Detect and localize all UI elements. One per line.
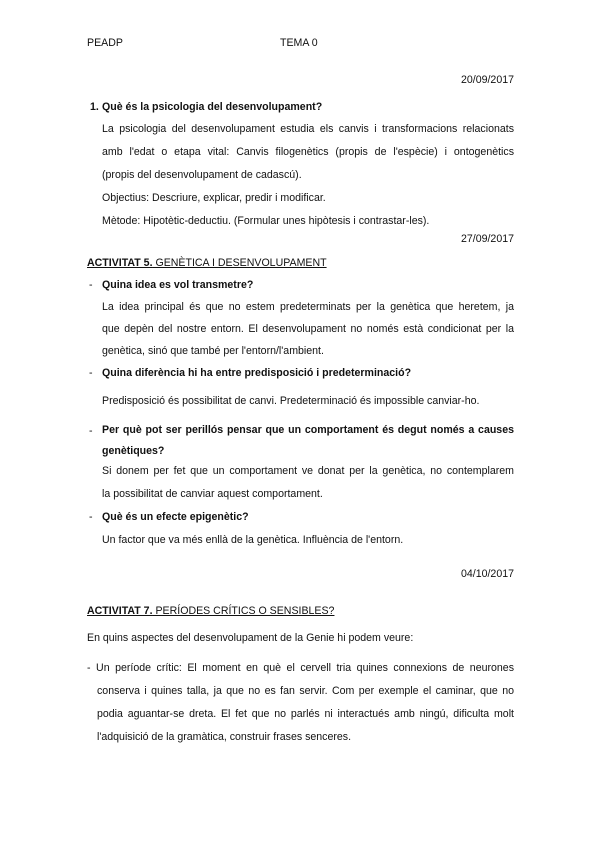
header-center: TEMA 0	[280, 37, 318, 49]
answer-3-line-1: Si donem per fet que un comportament ve donat per la genètica, no contemplarem	[102, 465, 514, 477]
question-3-line-1: Per què pot ser perillós pensar que un comportament és degut només a causes	[102, 424, 514, 436]
activitat5-heading	[87, 257, 327, 269]
question-3-line-2: genètiques?	[102, 445, 165, 457]
date-1: 20/09/2017	[460, 74, 514, 86]
answer-3-line-2: la possibilitat de canviar aquest comportament.	[102, 488, 323, 500]
activitat7-heading	[87, 605, 334, 617]
section1-line-1: La psicologia del desenvolupament estudia els canvis i transformacions relacionats	[102, 123, 514, 135]
answer-3	[102, 460, 514, 506]
question-4: Què és un efecte epigenètic?	[102, 511, 249, 523]
activitat7-line-3: podia aguantar-se dreta. El fet que no parlés ni interactués amb ningú, dificulta molt	[97, 708, 514, 720]
activitat7-item	[87, 657, 514, 749]
header-left: PEADP	[87, 37, 123, 49]
activitat7-line-4: l'adquisició de la gramàtica, construir frases senceres.	[97, 731, 352, 743]
answer-1-line-1: La idea principal és que no estem predeterminats per la genètica que heretem, ja	[102, 301, 514, 313]
bullet-dash: -	[89, 425, 93, 437]
bullet-dash: -	[89, 367, 93, 379]
section1-metode: Mètode: Hipotètic-deductiu. (Formular unes hipòtesis i contrastar-les).	[102, 215, 430, 227]
answer-4: Un factor que va més enllà de la genètica. Influència de l'entorn.	[102, 534, 404, 546]
activitat7-intro: En quins aspectes del desenvolupament de la Genie hi podem veure:	[87, 632, 414, 644]
answer-1-line-2: que depèn del nostre entorn. El desenvolupament no només està condicionat per la	[102, 323, 514, 335]
section1-body	[102, 118, 514, 233]
answer-1-line-3: genètica, sinó que també per l'entorn/l'ambient.	[102, 345, 324, 357]
section1-line-2: amb l'edat o etapa vital: Canvis filogenètics (propis de l'espècie) i ontogenètics	[102, 146, 514, 158]
section1-line-3: (propis del desenvolupament de cadascú).	[102, 169, 302, 181]
activitat7-title: PERÍODES CRÍTICS O SENSIBLES?	[152, 605, 335, 617]
activitat7-line-2: conserva i quines talla, ja que no es fan servir. Com per exemple el caminar, que no	[97, 685, 514, 697]
activitat7-label: ACTIVITAT 7.	[87, 605, 153, 617]
bullet-dash: -	[89, 511, 93, 523]
activitat5-label: ACTIVITAT 5.	[87, 257, 153, 269]
answer-2: Predisposició és possibilitat de canvi. Predeterminació és impossible canviar-ho.	[102, 395, 480, 407]
section1-title: Què és la psicologia del desenvolupament?	[102, 101, 323, 113]
answer-1	[102, 296, 514, 362]
section1-objectius: Objectius: Descriure, explicar, predir i modificar.	[102, 192, 326, 204]
question-3	[102, 420, 514, 462]
activitat5-title: GENÈTICA I DESENVOLUPAMENT	[152, 257, 327, 269]
date-2: 27/09/2017	[460, 233, 514, 245]
date-3: 04/10/2017	[460, 568, 514, 580]
activitat7-line-1: - Un període crític: El moment en què el cervell tria quines connexions de neurones	[87, 662, 514, 674]
question-1: Quina idea es vol transmetre?	[102, 279, 254, 291]
question-2: Quina diferència hi ha entre predisposició i predeterminació?	[102, 367, 412, 379]
section1-number: 1.	[90, 101, 99, 113]
bullet-dash: -	[89, 279, 93, 291]
